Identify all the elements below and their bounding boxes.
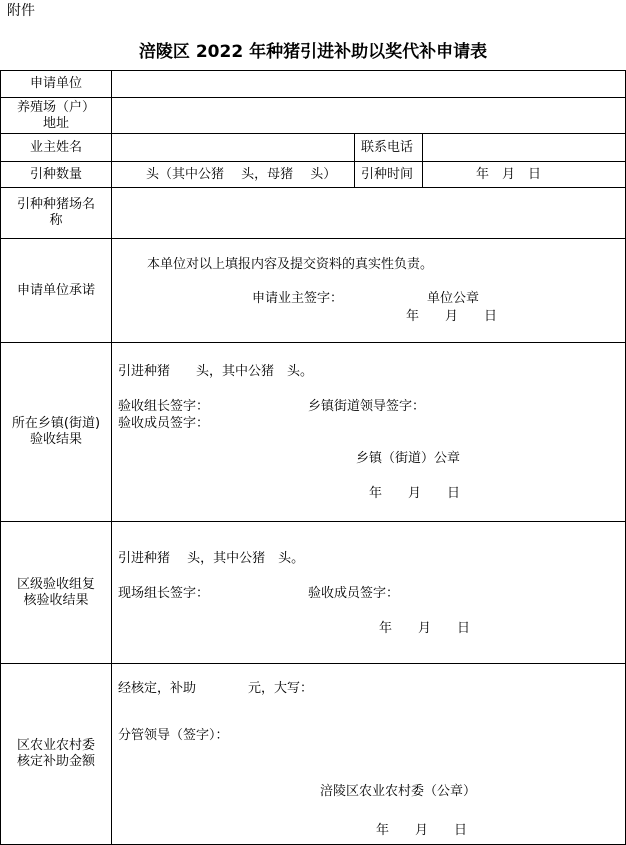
unit-seal-label: 单位公章 — [427, 291, 480, 306]
district-date: 年 月 日 — [379, 621, 471, 636]
town-official-signature: 乡镇街道领导签字： — [308, 399, 426, 414]
town-introduced-count: 引进种猪 头，其中公猪 头。 — [118, 364, 314, 379]
applicant-unit-label: 申请单位 — [29, 76, 82, 91]
owner-signature-label: 申请业主签字： — [252, 291, 344, 306]
subsidy-amount: 经核定，补助 元，大写： — [118, 681, 314, 696]
time-value: 年 月 日 — [476, 167, 542, 182]
quantity-label: 引种数量 — [29, 166, 82, 182]
town-acceptance-label: 所在乡镇(街道) 验收结果 — [11, 416, 101, 447]
commitment-date: 年 月 日 — [406, 309, 498, 324]
form-title: 涪陵区 2022 年种猪引进补助以奖代补申请表 — [138, 42, 488, 62]
district-introduced-count: 引进种猪 头，其中公猪 头。 — [118, 551, 305, 566]
commitment-statement: 本单位对以上填报内容及提交资料的真实性负责。 — [147, 257, 434, 272]
town-member-signature: 验收成员签字： — [118, 416, 210, 431]
subsidy-leader-signature: 分管领导（签字）： — [118, 728, 229, 743]
district-member-signature: 验收成员签字： — [308, 586, 400, 601]
subsidy-date: 年 月 日 — [376, 823, 468, 838]
attachment-label: 附件 — [7, 3, 35, 19]
commitment-label: 申请单位承诺 — [16, 282, 95, 298]
town-seal-label: 乡镇（街道）公章 — [356, 451, 461, 466]
owner-name-label: 业主姓名 — [29, 139, 82, 155]
subsidy-seal-label: 涪陵区农业农村委（公章） — [320, 784, 477, 799]
source-farm-label: 引种种猪场名 称 — [16, 197, 95, 228]
time-label: 引种时间 — [361, 167, 414, 182]
town-leader-signature: 验收组长签字： — [118, 399, 210, 414]
town-date: 年 月 日 — [369, 486, 461, 501]
district-leader-signature: 现场组长签字： — [118, 586, 210, 601]
farm-address-label: 养殖场（户） 地址 — [16, 99, 95, 131]
phone-label: 联系电话 — [361, 140, 414, 155]
district-review-label: 区级验收组复 核验收结果 — [16, 576, 95, 608]
quantity-value: 头（其中公猪 头，母猪 头） — [146, 167, 337, 182]
subsidy-label: 区农业农村委 核定补助金额 — [16, 738, 95, 769]
